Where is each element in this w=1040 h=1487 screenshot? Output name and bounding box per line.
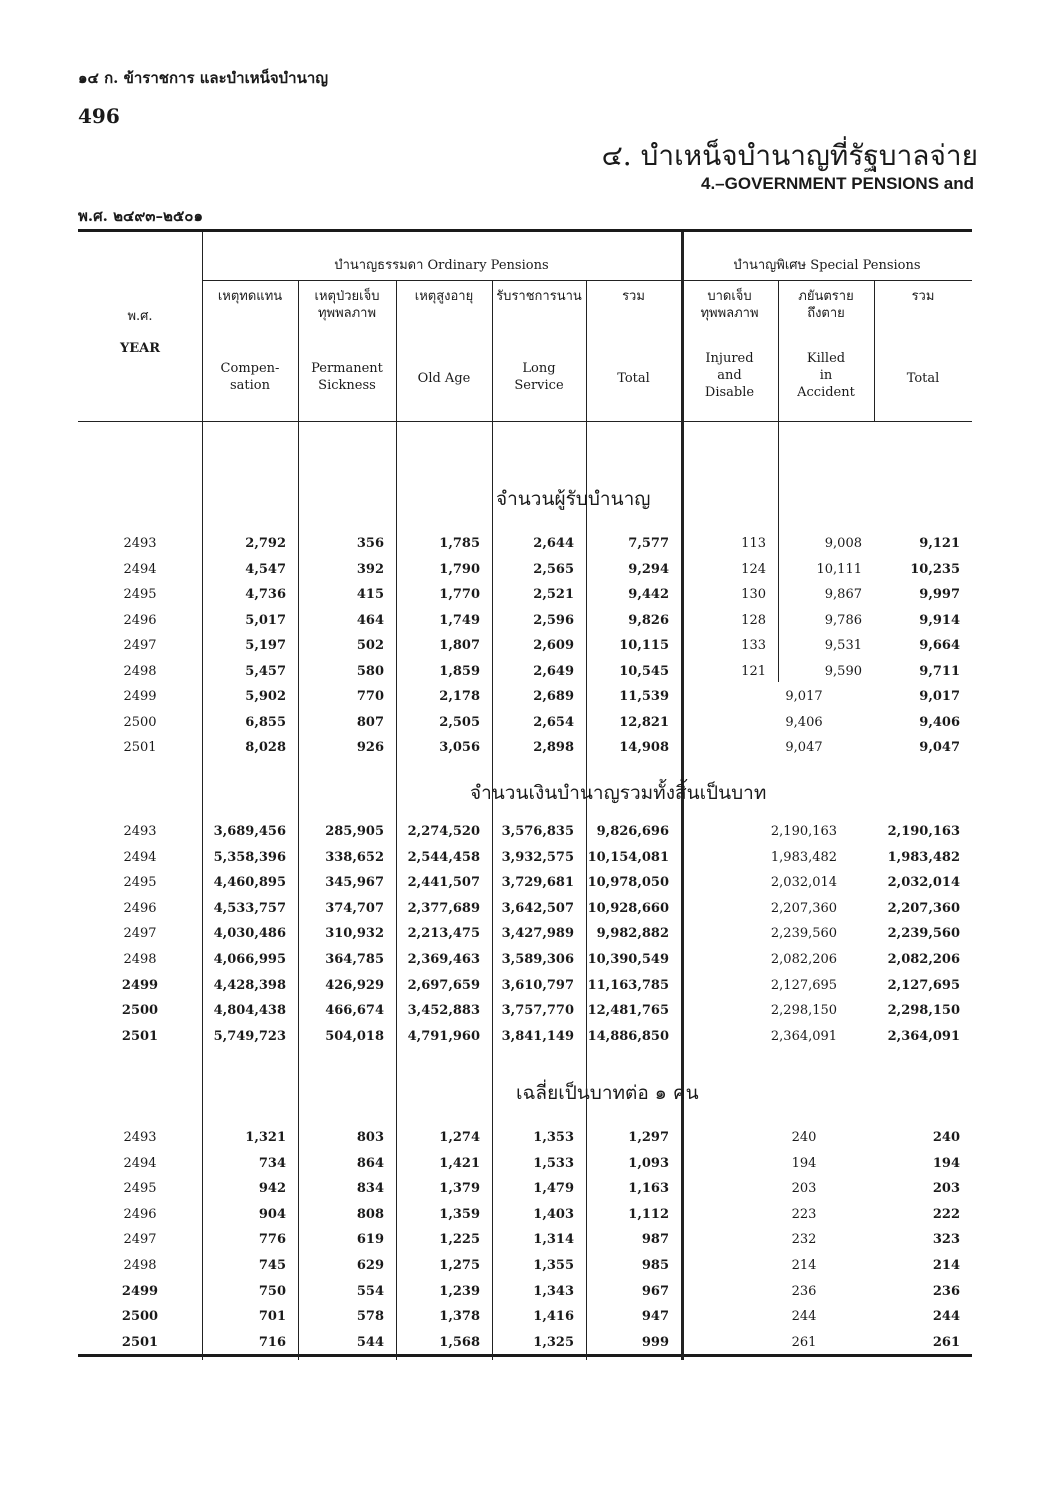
value-cell: 1,321 (245, 1130, 286, 1145)
column-header-english-5: Total (617, 371, 650, 386)
value-cell: 9,711 (919, 663, 960, 679)
value-cell: 392 (356, 561, 384, 577)
value-cell: 2,369,463 (407, 952, 480, 967)
value-cell: 544 (356, 1334, 384, 1350)
value-cell: 121 (741, 663, 766, 679)
year-cell: 2494 (123, 1155, 157, 1171)
value-cell: 9,406 (919, 714, 960, 730)
column-header-english-2: Permanent Sickness (311, 361, 383, 393)
value-cell: 4,533,757 (213, 900, 286, 916)
value-cell: 2,178 (439, 689, 480, 704)
value-cell: 2,792 (245, 536, 286, 551)
year-cell: 2500 (123, 714, 157, 730)
value-cell: 1,163 (628, 1181, 669, 1197)
value-cell: 1,314 (533, 1232, 574, 1248)
value-cell: 323 (932, 1232, 960, 1248)
value-cell: 2,032,014 (887, 875, 960, 891)
value-cell: 554 (356, 1283, 384, 1299)
value-cell: 834 (356, 1181, 384, 1197)
value-cell: 130 (741, 587, 766, 602)
value-cell: 9,867 (824, 587, 862, 602)
value-cell: 2,127,695 (887, 977, 960, 993)
section-title-2: จำนวนเงินบำนาญรวมทั้งสิ้นเป็นบาท (470, 782, 767, 804)
value-cell: 338,652 (325, 849, 384, 865)
value-cell: 9,914 (919, 612, 960, 628)
table-row (78, 587, 972, 611)
value-cell: 2,596 (533, 612, 574, 628)
year-cell: 2498 (123, 1258, 157, 1273)
value-cell: 9,294 (628, 561, 669, 577)
value-cell: 4,804,438 (213, 1003, 286, 1019)
value-cell: 9,406 (785, 714, 823, 730)
value-cell: 2,364,091 (887, 1028, 960, 1044)
value-cell: 1,225 (439, 1232, 480, 1248)
column-header-english-4: Long Service (514, 361, 564, 393)
year-header-english: YEAR (119, 341, 161, 356)
column-header-thai-5: รวม (622, 289, 645, 304)
value-cell: 9,826 (628, 612, 669, 628)
ordinary-pensions-header: บำนาญธรรมดา Ordinary Pensions (334, 258, 549, 273)
value-cell: 10,235 (910, 561, 960, 577)
value-cell: 985 (641, 1258, 669, 1273)
value-cell: 2,190,163 (770, 824, 838, 839)
value-cell: 2,127,695 (770, 977, 838, 993)
value-cell: 11,163,785 (587, 977, 669, 993)
table-row (78, 638, 972, 662)
year-cell: 2494 (123, 561, 157, 577)
value-cell: 4,791,960 (407, 1028, 480, 1044)
value-cell: 5,457 (245, 663, 286, 679)
year-cell: 2493 (123, 536, 157, 551)
value-cell: 12,821 (619, 714, 669, 730)
value-cell: 3,610,797 (501, 977, 574, 993)
value-cell: 3,642,507 (501, 900, 574, 916)
column-header-english-7: Killed in Accident (797, 351, 855, 400)
table-row (78, 1181, 972, 1205)
value-cell: 1,770 (439, 587, 480, 602)
value-cell: 1,355 (533, 1258, 574, 1273)
value-cell: 1,568 (439, 1334, 480, 1350)
value-cell: 947 (641, 1309, 669, 1325)
value-cell: 1,093 (628, 1155, 669, 1171)
value-cell: 5,749,723 (213, 1028, 286, 1044)
value-cell: 4,547 (245, 561, 286, 577)
value-cell: 808 (356, 1206, 384, 1222)
year-cell: 2499 (121, 1283, 159, 1299)
value-cell: 716 (258, 1334, 286, 1350)
value-cell: 2,898 (533, 740, 574, 755)
year-cell: 2493 (123, 824, 157, 839)
section-title-3: เฉลี่ยเป็นบาทต่อ ๑ คน (516, 1082, 699, 1104)
value-cell: 803 (356, 1130, 384, 1145)
year-cell: 2495 (123, 1181, 157, 1197)
value-cell: 967 (641, 1283, 669, 1299)
value-cell: 1,859 (439, 663, 480, 679)
value-cell: 236 (791, 1283, 817, 1299)
header-bottom-rule (78, 421, 972, 422)
value-cell: 133 (741, 638, 766, 653)
value-cell: 1,403 (533, 1206, 574, 1222)
value-cell: 619 (356, 1232, 384, 1248)
value-cell: 1,785 (439, 536, 480, 551)
value-cell: 2,441,507 (407, 875, 480, 891)
value-cell: 1,479 (533, 1181, 574, 1197)
value-cell: 244 (791, 1309, 817, 1325)
value-cell: 10,115 (619, 638, 669, 653)
value-cell: 2,521 (533, 587, 574, 602)
table-row (78, 824, 972, 848)
value-cell: 244 (932, 1309, 960, 1325)
year-cell: 2496 (123, 612, 157, 628)
year-cell: 2501 (121, 1028, 159, 1044)
value-cell: 1,275 (439, 1258, 480, 1273)
value-cell: 285,905 (325, 824, 384, 839)
value-cell: 2,697,659 (407, 977, 480, 993)
value-cell: 1,807 (439, 638, 480, 653)
table-row (78, 689, 972, 713)
table-row (78, 740, 972, 764)
value-cell: 3,452,883 (407, 1003, 480, 1019)
value-cell: 1,343 (533, 1283, 574, 1299)
year-cell: 2495 (123, 875, 157, 891)
value-cell: 9,008 (824, 536, 862, 551)
value-cell: 2,032,014 (770, 875, 838, 891)
value-cell: 464 (356, 612, 384, 628)
table-row (78, 875, 972, 899)
value-cell: 9,786 (824, 612, 862, 628)
value-cell: 2,644 (533, 536, 574, 551)
year-cell: 2497 (123, 1232, 157, 1248)
value-cell: 9,826,696 (596, 824, 669, 839)
header-divider-group (202, 280, 972, 281)
value-cell: 9,664 (919, 638, 960, 653)
value-cell: 2,190,163 (887, 824, 960, 839)
value-cell: 2,298,150 (770, 1003, 838, 1019)
value-cell: 7,577 (628, 536, 669, 551)
year-cell: 2500 (121, 1003, 159, 1019)
value-cell: 1,353 (533, 1130, 574, 1145)
special-pensions-header: บำนาญพิเศษ Special Pensions (733, 258, 921, 273)
value-cell: 5,902 (245, 689, 286, 704)
value-cell: 310,932 (325, 926, 384, 942)
value-cell: 12,481,765 (587, 1003, 669, 1019)
value-cell: 2,239,560 (770, 926, 838, 942)
table-row (78, 562, 972, 586)
value-cell: 5,197 (245, 638, 286, 653)
table-row (78, 850, 972, 874)
table-row (78, 664, 972, 688)
value-cell: 9,017 (919, 689, 960, 704)
value-cell: 1,325 (533, 1334, 574, 1350)
value-cell: 5,358,396 (213, 849, 286, 865)
value-cell: 2,654 (533, 714, 574, 730)
value-cell: 3,757,770 (501, 1003, 574, 1019)
value-cell: 426,929 (325, 977, 384, 993)
value-cell: 807 (356, 714, 384, 730)
value-cell: 1,533 (533, 1155, 574, 1171)
value-cell: 9,531 (824, 638, 862, 653)
year-cell: 2500 (121, 1309, 159, 1325)
value-cell: 1,239 (439, 1283, 480, 1299)
value-cell: 987 (641, 1232, 669, 1248)
value-cell: 14,908 (619, 740, 669, 755)
table-row (78, 1258, 972, 1282)
value-cell: 124 (741, 561, 766, 577)
value-cell: 6,855 (245, 714, 286, 730)
value-cell: 374,707 (325, 900, 384, 916)
value-cell: 3,427,989 (501, 926, 574, 942)
value-cell: 214 (932, 1258, 960, 1273)
value-cell: 10,390,549 (587, 952, 669, 967)
value-cell: 223 (791, 1206, 817, 1222)
table-row (78, 1284, 972, 1308)
table-row (78, 1232, 972, 1256)
year-cell: 2495 (123, 587, 157, 602)
value-cell: 3,056 (439, 740, 480, 755)
value-cell: 776 (258, 1232, 286, 1248)
value-cell: 1,379 (439, 1181, 480, 1197)
value-cell: 356 (356, 536, 384, 551)
value-cell: 2,274,520 (407, 824, 480, 839)
table-row (78, 1309, 972, 1333)
value-cell: 9,982,882 (596, 926, 669, 942)
value-cell: 4,460,895 (213, 875, 286, 891)
column-header-english-1: Compen- sation (220, 361, 280, 393)
value-cell: 10,111 (816, 561, 862, 577)
value-cell: 3,729,681 (501, 875, 574, 891)
value-cell: 942 (258, 1181, 286, 1197)
value-cell: 240 (932, 1130, 960, 1145)
page-title-thai: ๔. บำเหน็จบำนาญที่รัฐบาลจ่าย (601, 139, 978, 172)
year-cell: 2496 (123, 1206, 157, 1222)
value-cell: 222 (932, 1206, 960, 1222)
year-cell: 2501 (121, 1334, 159, 1350)
value-cell: 8,028 (245, 740, 286, 755)
value-cell: 4,736 (245, 587, 286, 602)
table-row (78, 613, 972, 637)
value-cell: 926 (356, 740, 384, 755)
column-header-thai-4: รับราชการนาน (496, 289, 582, 304)
value-cell: 904 (258, 1206, 286, 1222)
value-cell: 236 (932, 1283, 960, 1299)
value-cell: 502 (356, 638, 384, 653)
column-header-english-6: Injured and Disable (704, 351, 755, 400)
value-cell: 2,207,360 (770, 900, 838, 916)
value-cell: 1,983,482 (770, 849, 838, 865)
value-cell: 1,378 (439, 1309, 480, 1325)
value-cell: 2,239,560 (887, 926, 960, 942)
value-cell: 3,689,456 (213, 824, 286, 839)
value-cell: 2,609 (533, 638, 574, 653)
value-cell: 1,983,482 (887, 849, 960, 865)
column-header-thai-1: เหตุทดแทน (217, 289, 283, 304)
value-cell: 3,841,149 (501, 1028, 574, 1044)
value-cell: 3,932,575 (501, 849, 574, 865)
value-cell: 1,112 (628, 1206, 669, 1222)
page-number: 496 (78, 104, 120, 128)
value-cell: 203 (791, 1181, 817, 1197)
value-cell: 194 (932, 1155, 960, 1171)
value-cell: 580 (356, 663, 384, 679)
value-cell: 2,505 (439, 714, 480, 730)
year-cell: 2496 (123, 900, 157, 916)
year-cell: 2499 (121, 977, 159, 993)
page-title-english: 4.–GOVERNMENT PENSIONS and (701, 174, 974, 193)
value-cell: 214 (791, 1258, 817, 1273)
value-cell: 9,442 (628, 587, 669, 602)
year-cell: 2494 (123, 849, 157, 865)
value-cell: 629 (356, 1258, 384, 1273)
year-cell: 2499 (123, 689, 157, 704)
table-row (78, 1156, 972, 1180)
value-cell: 745 (258, 1258, 286, 1273)
value-cell: 3,576,835 (501, 824, 574, 839)
value-cell: 2,082,206 (887, 952, 960, 967)
value-cell: 1,421 (439, 1155, 480, 1171)
value-cell: 11,539 (619, 689, 669, 704)
value-cell: 1,749 (439, 612, 480, 628)
value-cell: 2,689 (533, 689, 574, 704)
column-header-english-3: Old Age (417, 371, 471, 386)
value-cell: 1,416 (533, 1309, 574, 1325)
table-row (78, 1207, 972, 1231)
value-cell: 9,121 (919, 536, 960, 551)
running-header: ๑๔ ก. ข้าราชการ และบำเหน็จบำนาญ (78, 69, 329, 87)
value-cell: 504,018 (325, 1028, 384, 1044)
value-cell: 2,364,091 (770, 1028, 838, 1044)
value-cell: 2,649 (533, 663, 574, 679)
table-row (78, 926, 972, 950)
value-cell: 999 (641, 1334, 669, 1350)
year-cell: 2497 (123, 638, 157, 653)
table-row (78, 1130, 972, 1154)
value-cell: 2,565 (533, 561, 574, 577)
value-cell: 9,017 (785, 689, 823, 704)
value-cell: 415 (356, 587, 384, 602)
value-cell: 240 (791, 1130, 817, 1145)
year-cell: 2497 (123, 926, 157, 942)
value-cell: 4,428,398 (213, 977, 286, 993)
value-cell: 261 (932, 1334, 960, 1350)
column-header-thai-7: ภยันตราย ถึงตาย (798, 289, 854, 321)
value-cell: 4,030,486 (213, 926, 286, 942)
value-cell: 864 (356, 1155, 384, 1171)
value-cell: 203 (932, 1181, 960, 1197)
column-header-thai-6: บาดเจ็บ ทุพพลภาพ (700, 289, 759, 321)
value-cell: 10,978,050 (587, 875, 669, 891)
table-row (78, 978, 972, 1002)
value-cell: 10,928,660 (587, 900, 669, 916)
value-cell: 1,790 (439, 561, 480, 577)
year-cell: 2501 (123, 740, 157, 755)
value-cell: 261 (791, 1334, 817, 1350)
table-row (78, 901, 972, 925)
pensions-table (78, 229, 972, 1357)
value-cell: 10,545 (619, 663, 669, 679)
value-cell: 2,082,206 (770, 952, 838, 967)
year-cell: 2498 (123, 663, 157, 679)
value-cell: 10,154,081 (587, 849, 669, 865)
section-title-1: จำนวนผู้รับบำนาญ (496, 488, 651, 510)
table-row (78, 715, 972, 739)
year-header-thai: พ.ศ. (127, 309, 153, 324)
value-cell: 1,359 (439, 1206, 480, 1222)
column-header-thai-3: เหตุสูงอายุ (414, 289, 474, 304)
table-row (78, 1029, 972, 1053)
value-cell: 2,213,475 (407, 926, 480, 942)
value-cell: 113 (741, 536, 766, 551)
table-row (78, 1003, 972, 1027)
value-cell: 9,047 (785, 740, 823, 755)
year-cell: 2493 (123, 1130, 157, 1145)
value-cell: 345,967 (325, 875, 384, 891)
value-cell: 3,589,306 (501, 952, 574, 967)
value-cell: 364,785 (325, 952, 384, 967)
value-cell: 701 (258, 1309, 286, 1325)
value-cell: 1,297 (628, 1130, 669, 1145)
value-cell: 128 (741, 612, 766, 628)
value-cell: 9,047 (919, 740, 960, 755)
table-row (78, 952, 972, 976)
value-cell: 466,674 (325, 1003, 384, 1019)
value-cell: 734 (258, 1155, 286, 1171)
value-cell: 2,544,458 (407, 849, 480, 865)
value-cell: 232 (791, 1232, 817, 1248)
value-cell: 9,590 (824, 663, 862, 679)
table-row (78, 1335, 972, 1359)
column-header-english-8: Total (906, 371, 940, 386)
value-cell: 194 (791, 1155, 817, 1171)
value-cell: 1,274 (439, 1130, 480, 1145)
value-cell: 2,298,150 (887, 1003, 960, 1019)
year-cell: 2498 (123, 952, 157, 967)
value-cell: 750 (258, 1283, 286, 1299)
value-cell: 4,066,995 (213, 952, 286, 967)
year-range-label: พ.ศ. ๒๔๙๓–๒๕๐๑ (78, 207, 203, 225)
value-cell: 2,377,689 (407, 900, 480, 916)
table-row (78, 536, 972, 560)
value-cell: 5,017 (245, 612, 286, 628)
value-cell: 578 (356, 1309, 384, 1325)
column-header-thai-8: รวม (911, 289, 935, 304)
value-cell: 770 (356, 689, 384, 704)
column-header-thai-2: เหตุป่วยเจ็บ ทุพพลภาพ (314, 289, 380, 321)
value-cell: 9,997 (919, 587, 960, 602)
value-cell: 2,207,360 (887, 900, 960, 916)
value-cell: 14,886,850 (587, 1028, 669, 1044)
